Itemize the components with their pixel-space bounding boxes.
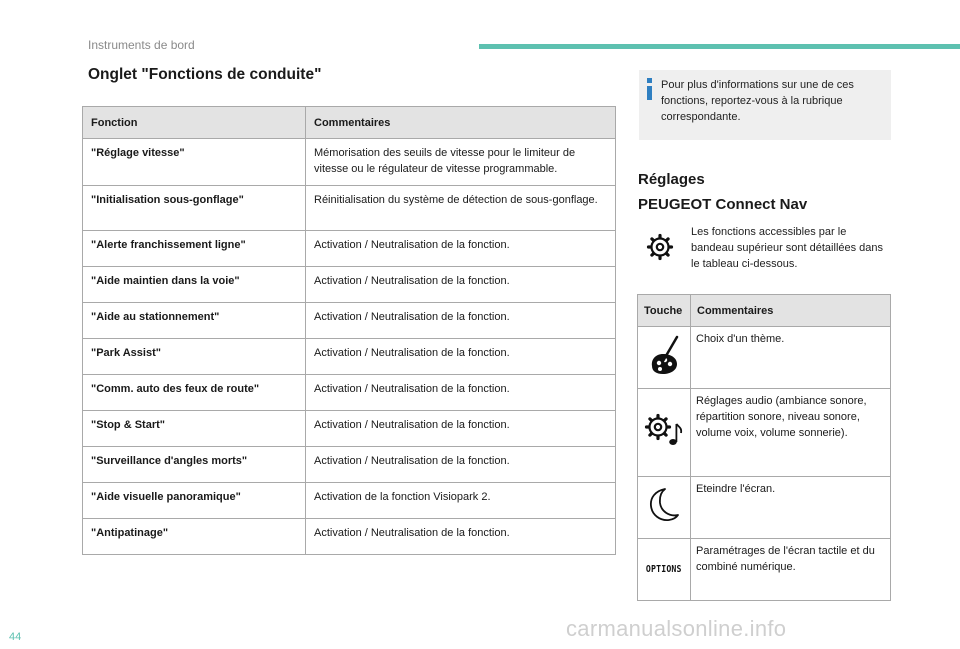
audio-settings-icon: [643, 412, 685, 448]
function-name: "Antipatinage": [83, 519, 306, 555]
function-comment: Activation / Neutralisation de la fonction.: [306, 519, 616, 555]
key-comment: Réglages audio (ambiance sonore, répartition sonore, niveau sonore, volume voix, volume sonnerie).: [691, 389, 891, 477]
options-label: OPTIONS: [646, 564, 682, 575]
key-cell: [638, 477, 691, 539]
key-comment: Paramétrages de l'écran tactile et du combiné numérique.: [691, 539, 891, 601]
table-row: [83, 186, 616, 231]
key-cell: [638, 539, 691, 601]
palette-icon: [647, 333, 681, 377]
table-row: [638, 389, 891, 477]
settings-gear-icon: [646, 233, 674, 261]
function-comment: Activation / Neutralisation de la fonction.: [306, 231, 616, 267]
function-name: "Aide maintien dans la voie": [83, 267, 306, 303]
table-row: [83, 411, 616, 447]
function-name: "Alerte franchissement ligne": [83, 231, 306, 267]
table-row: [83, 447, 616, 483]
moon-icon: [647, 485, 681, 525]
info-icon: [647, 78, 652, 100]
function-comment: Activation / Neutralisation de la fonction.: [306, 447, 616, 483]
function-name: "Stop & Start": [83, 411, 306, 447]
key-comment: Choix d'un thème.: [691, 327, 891, 389]
table-row: [83, 139, 616, 186]
onglet-title: Onglet "Fonctions de conduite": [88, 66, 322, 83]
keys-table-header: [638, 295, 891, 327]
table-row: [83, 303, 616, 339]
table-row: [638, 539, 891, 601]
table-row: [83, 375, 616, 411]
function-comment: Mémorisation des seuils de vitesse pour le limiteur de vitesse ou le régulateur de vitesse programmable.: [306, 139, 616, 186]
column-header-commentaires: Commentaires: [691, 295, 891, 327]
key-cell: [638, 327, 691, 389]
reglages-title: Réglages: [638, 171, 705, 188]
function-name: "Réglage vitesse": [83, 139, 306, 186]
info-text: Pour plus d'informations sur une de ces fonctions, reportez-vous à la rubrique correspondante.: [661, 79, 854, 123]
column-header-commentaires: Commentaires: [306, 107, 616, 139]
functions-table-header: [83, 107, 616, 139]
table-row: [83, 519, 616, 555]
column-header-touche: Touche: [638, 295, 691, 327]
function-comment: Activation de la fonction Visiopark 2.: [306, 483, 616, 519]
column-header-fonction: Fonction: [83, 107, 306, 139]
key-cell: [638, 389, 691, 477]
function-comment: Activation / Neutralisation de la fonction.: [306, 375, 616, 411]
function-name: "Surveillance d'angles morts": [83, 447, 306, 483]
key-comment: Eteindre l'écran.: [691, 477, 891, 539]
header-section-title: Instruments de bord: [88, 38, 195, 52]
function-comment: Activation / Neutralisation de la fonction.: [306, 339, 616, 375]
function-name: "Aide visuelle panoramique": [83, 483, 306, 519]
function-name: "Initialisation sous-gonflage": [83, 186, 306, 231]
peugeot-connect-nav-title: PEUGEOT Connect Nav: [638, 196, 808, 213]
function-name: "Park Assist": [83, 339, 306, 375]
table-row: [638, 477, 891, 539]
intro-text: Les fonctions accessibles par le bandeau supérieur sont détaillées dans le tableau ci-dessous.: [691, 226, 884, 270]
table-row: [638, 327, 891, 389]
function-comment: Réinitialisation du système de détection de sous-gonflage.: [306, 186, 616, 231]
header-accent-bar: [479, 44, 960, 49]
function-name: "Aide au stationnement": [83, 303, 306, 339]
function-name: "Comm. auto des feux de route": [83, 375, 306, 411]
table-row: [83, 483, 616, 519]
page-number: 44: [9, 631, 22, 643]
function-comment: Activation / Neutralisation de la fonction.: [306, 267, 616, 303]
info-box: [639, 70, 891, 140]
functions-table: [82, 106, 616, 555]
table-row: [83, 231, 616, 267]
keys-table: [637, 294, 891, 601]
function-comment: Activation / Neutralisation de la fonction.: [306, 303, 616, 339]
function-comment: Activation / Neutralisation de la fonction.: [306, 411, 616, 447]
watermark: carmanualsonline.info: [566, 616, 787, 641]
table-row: [83, 339, 616, 375]
table-row: [83, 267, 616, 303]
